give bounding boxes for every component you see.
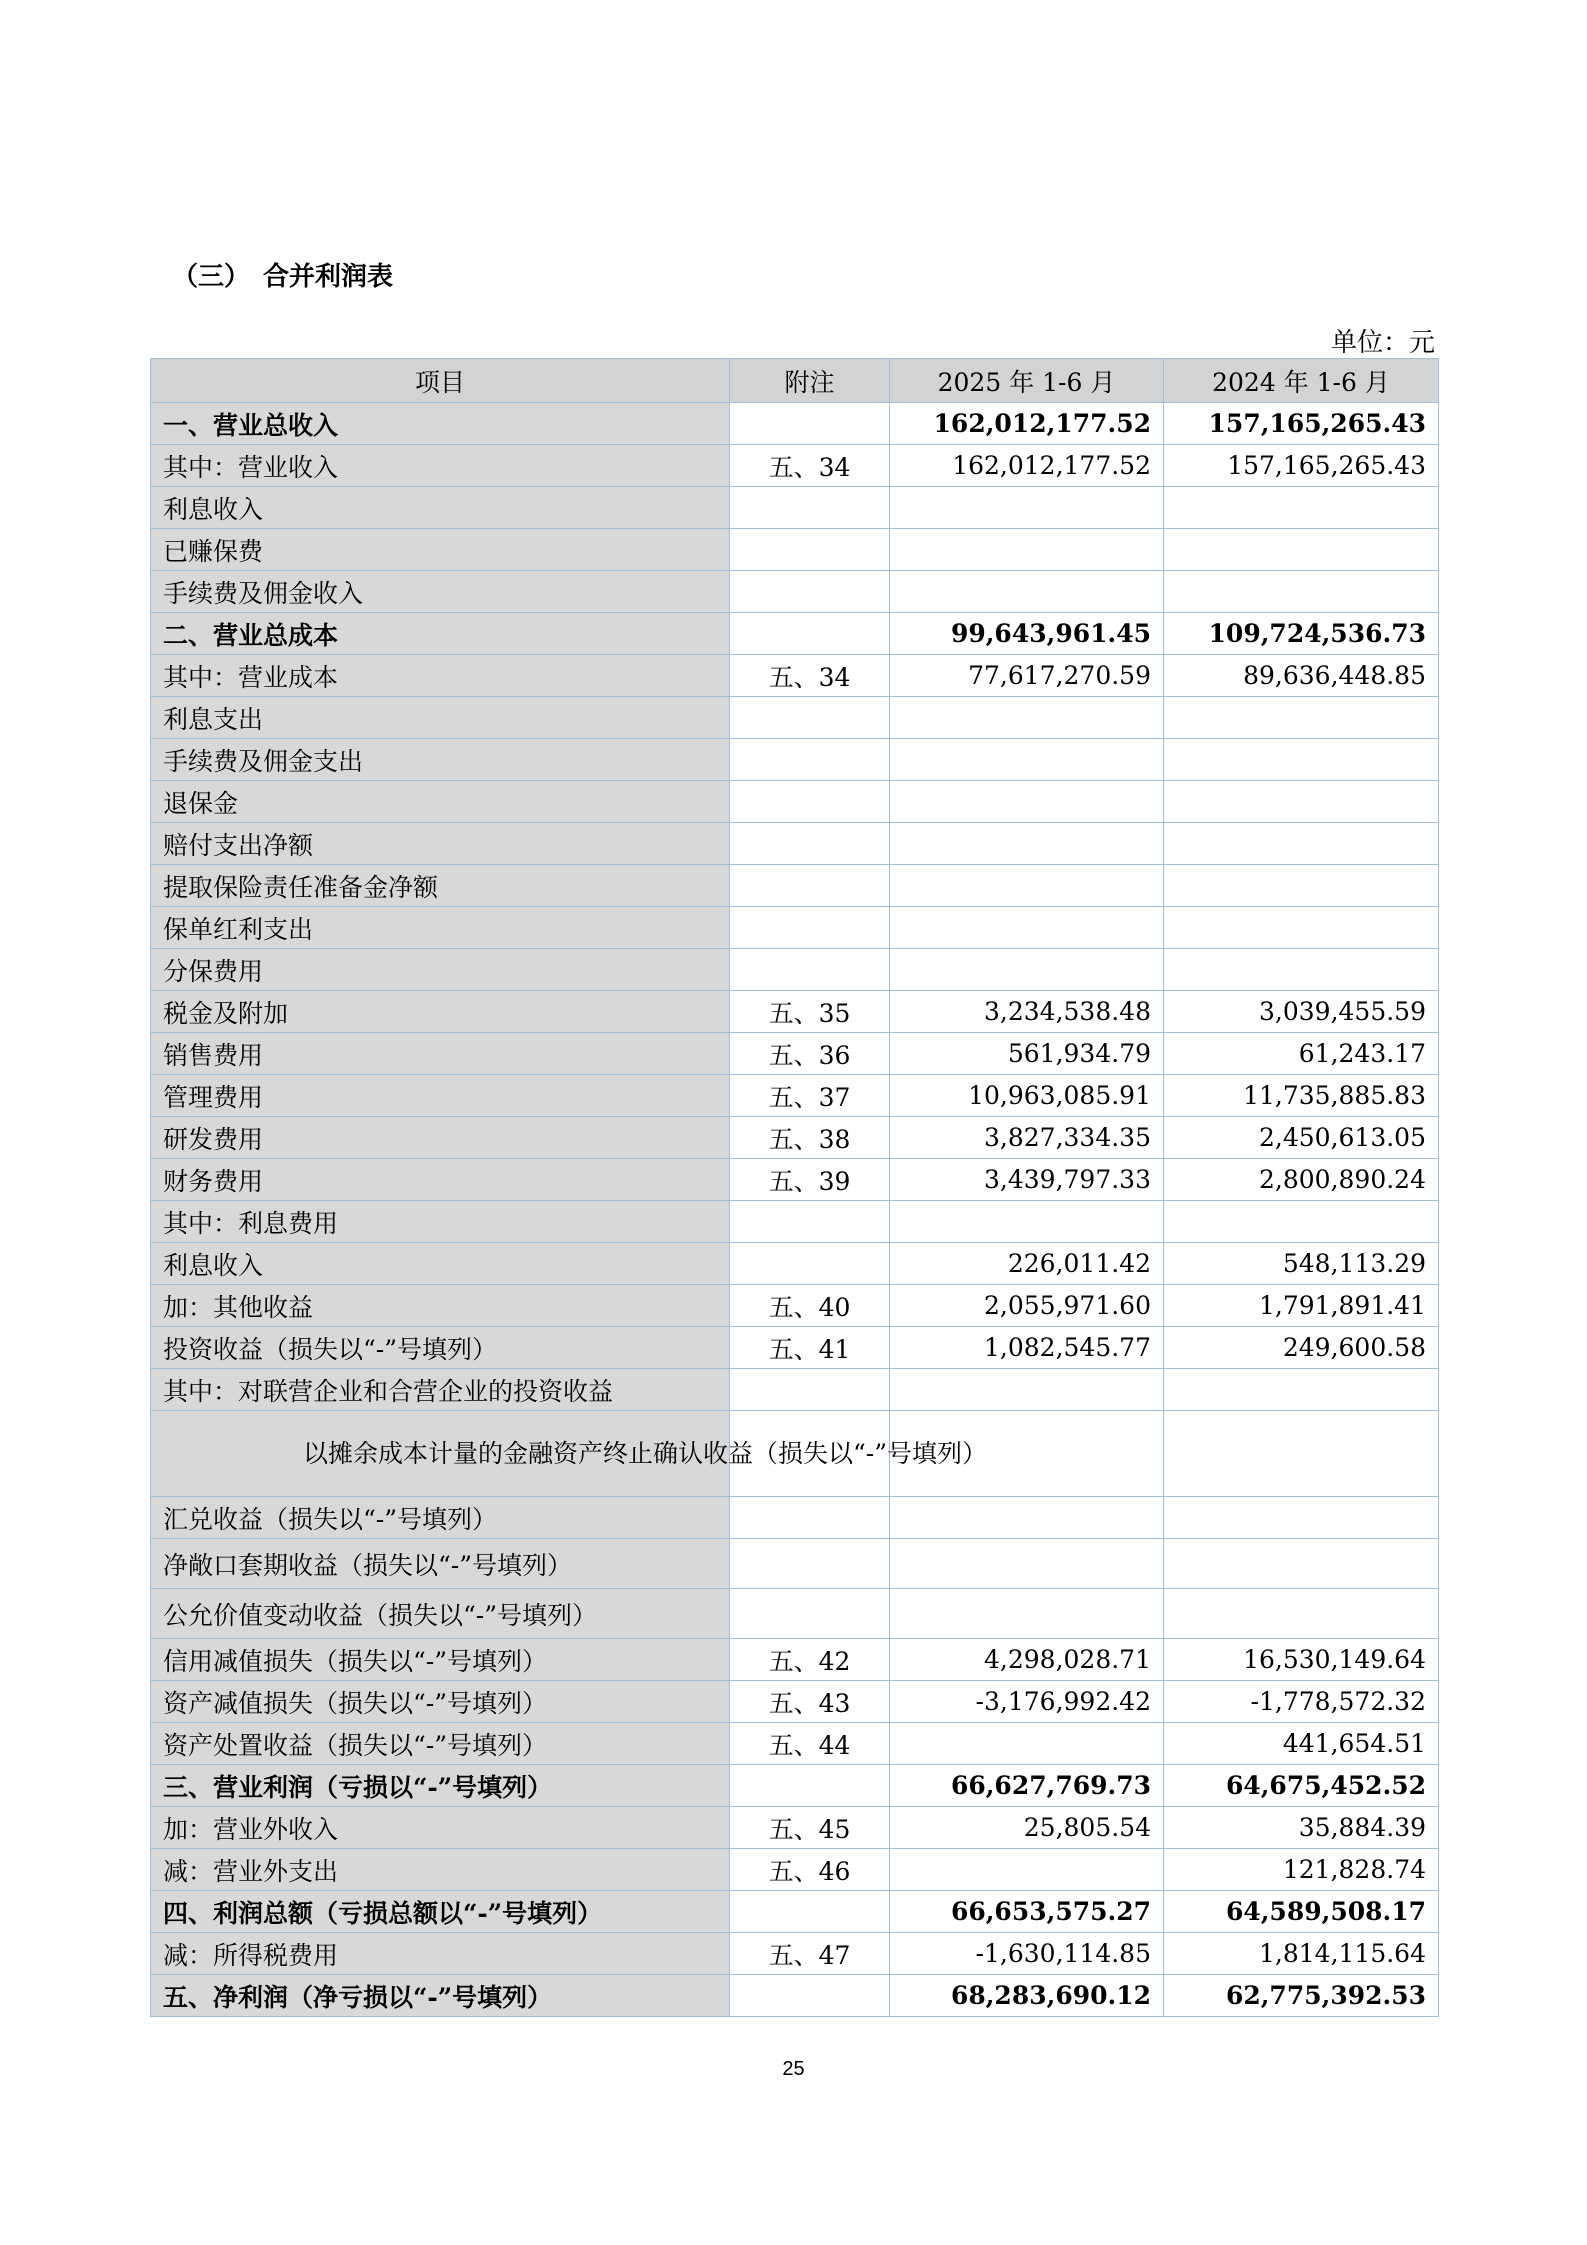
row-prior-value bbox=[1164, 1497, 1439, 1539]
row-prior-value: 1,814,115.64 bbox=[1164, 1933, 1439, 1975]
row-current-value: 66,627,769.73 bbox=[890, 1765, 1164, 1807]
header-note: 附注 bbox=[730, 359, 890, 403]
row-note bbox=[730, 1891, 890, 1933]
row-item: 其中：营业收入 bbox=[151, 445, 730, 487]
row-note bbox=[730, 403, 890, 445]
row-note bbox=[730, 949, 890, 991]
row-prior-value bbox=[1164, 1411, 1439, 1497]
row-note: 五、39 bbox=[730, 1159, 890, 1201]
row-current-value: 25,805.54 bbox=[890, 1807, 1164, 1849]
row-current-value: 10,963,085.91 bbox=[890, 1075, 1164, 1117]
page-number: 25 bbox=[782, 2058, 805, 2080]
row-current-value bbox=[890, 529, 1164, 571]
row-current-value: 561,934.79 bbox=[890, 1033, 1164, 1075]
row-note bbox=[730, 571, 890, 613]
table-row bbox=[151, 1033, 1439, 1075]
table-header-row bbox=[151, 359, 1439, 403]
row-prior-value: 2,450,613.05 bbox=[1164, 1117, 1439, 1159]
table-row bbox=[151, 571, 1439, 613]
row-note: 五、35 bbox=[730, 991, 890, 1033]
row-item: 其中：营业成本 bbox=[151, 655, 730, 697]
table-row bbox=[151, 697, 1439, 739]
table-row bbox=[151, 1681, 1439, 1723]
row-note bbox=[730, 1539, 890, 1589]
section-title: （三） 合并利润表 bbox=[172, 262, 394, 292]
row-item: 资产处置收益（损失以“-”号填列） bbox=[151, 1723, 730, 1765]
row-current-value bbox=[890, 907, 1164, 949]
row-prior-value: 3,039,455.59 bbox=[1164, 991, 1439, 1033]
row-prior-value: 249,600.58 bbox=[1164, 1327, 1439, 1369]
table-row bbox=[151, 1765, 1439, 1807]
row-current-value bbox=[890, 781, 1164, 823]
row-note bbox=[730, 1975, 890, 2017]
table-row bbox=[151, 949, 1439, 991]
row-current-value: -1,630,114.85 bbox=[890, 1933, 1164, 1975]
table-row bbox=[151, 1807, 1439, 1849]
row-prior-value bbox=[1164, 907, 1439, 949]
row-current-value bbox=[890, 1849, 1164, 1891]
row-current-value bbox=[890, 823, 1164, 865]
row-note: 五、38 bbox=[730, 1117, 890, 1159]
row-item: 三、营业利润（亏损以“-”号填列） bbox=[151, 1765, 730, 1807]
row-note bbox=[730, 1589, 890, 1639]
row-current-value bbox=[890, 487, 1164, 529]
table-row bbox=[151, 781, 1439, 823]
table-row bbox=[151, 1075, 1439, 1117]
table-row bbox=[151, 529, 1439, 571]
row-current-value: 99,643,961.45 bbox=[890, 613, 1164, 655]
row-note bbox=[730, 907, 890, 949]
row-note: 五、40 bbox=[730, 1285, 890, 1327]
row-item: 分保费用 bbox=[151, 949, 730, 991]
table-row bbox=[151, 487, 1439, 529]
row-note bbox=[730, 1243, 890, 1285]
table-row bbox=[151, 1891, 1439, 1933]
row-item: 净敞口套期收益（损失以“-”号填列） bbox=[151, 1539, 730, 1589]
row-current-value bbox=[890, 739, 1164, 781]
row-note bbox=[730, 613, 890, 655]
row-item: 二、营业总成本 bbox=[151, 613, 730, 655]
table-row bbox=[151, 907, 1439, 949]
table-row bbox=[151, 1539, 1439, 1589]
unit-label: 单位：元 bbox=[1330, 328, 1435, 358]
row-note bbox=[730, 529, 890, 571]
table-row bbox=[151, 403, 1439, 445]
header-item: 项目 bbox=[151, 359, 730, 403]
table-row bbox=[151, 1849, 1439, 1891]
row-prior-value bbox=[1164, 739, 1439, 781]
row-note bbox=[730, 487, 890, 529]
table-row bbox=[151, 1933, 1439, 1975]
row-note: 五、42 bbox=[730, 1639, 890, 1681]
table-row bbox=[151, 865, 1439, 907]
row-prior-value: 35,884.39 bbox=[1164, 1807, 1439, 1849]
row-item: 提取保险责任准备金净额 bbox=[151, 865, 730, 907]
row-item: 保单红利支出 bbox=[151, 907, 730, 949]
row-item: 已赚保费 bbox=[151, 529, 730, 571]
row-prior-value bbox=[1164, 865, 1439, 907]
row-item: 减：所得税费用 bbox=[151, 1933, 730, 1975]
row-current-value: 1,082,545.77 bbox=[890, 1327, 1164, 1369]
row-prior-value: 109,724,536.73 bbox=[1164, 613, 1439, 655]
row-current-value bbox=[890, 865, 1164, 907]
row-note: 五、45 bbox=[730, 1807, 890, 1849]
row-current-value: 66,653,575.27 bbox=[890, 1891, 1164, 1933]
table-row bbox=[151, 1589, 1439, 1639]
row-current-value: 162,012,177.52 bbox=[890, 445, 1164, 487]
table-row bbox=[151, 1369, 1439, 1411]
row-prior-value: 64,589,508.17 bbox=[1164, 1891, 1439, 1933]
row-note: 五、44 bbox=[730, 1723, 890, 1765]
row-prior-value bbox=[1164, 1589, 1439, 1639]
table-row bbox=[151, 613, 1439, 655]
row-note: 五、34 bbox=[730, 655, 890, 697]
row-current-value bbox=[890, 571, 1164, 613]
row-note: 五、36 bbox=[730, 1033, 890, 1075]
row-item: 投资收益（损失以“-”号填列） bbox=[151, 1327, 730, 1369]
row-prior-value: 1,791,891.41 bbox=[1164, 1285, 1439, 1327]
row-note bbox=[730, 697, 890, 739]
row-current-value: 162,012,177.52 bbox=[890, 403, 1164, 445]
row-note: 五、46 bbox=[730, 1849, 890, 1891]
row-prior-value: 157,165,265.43 bbox=[1164, 403, 1439, 445]
row-item: 研发费用 bbox=[151, 1117, 730, 1159]
table-row bbox=[151, 1243, 1439, 1285]
row-item: 其中：对联营企业和合营企业的投资收益 bbox=[151, 1369, 730, 1411]
row-current-value bbox=[890, 1723, 1164, 1765]
row-item: 销售费用 bbox=[151, 1033, 730, 1075]
row-prior-value bbox=[1164, 1369, 1439, 1411]
row-prior-value bbox=[1164, 571, 1439, 613]
table-row bbox=[151, 1411, 1439, 1497]
row-prior-value: 89,636,448.85 bbox=[1164, 655, 1439, 697]
table-row bbox=[151, 823, 1439, 865]
row-prior-value: 121,828.74 bbox=[1164, 1849, 1439, 1891]
row-item: 加：营业外收入 bbox=[151, 1807, 730, 1849]
row-note bbox=[730, 865, 890, 907]
row-current-value: 2,055,971.60 bbox=[890, 1285, 1164, 1327]
row-note: 五、41 bbox=[730, 1327, 890, 1369]
row-prior-value: 11,735,885.83 bbox=[1164, 1075, 1439, 1117]
row-prior-value: 548,113.29 bbox=[1164, 1243, 1439, 1285]
row-current-value: 4,298,028.71 bbox=[890, 1639, 1164, 1681]
row-prior-value: 62,775,392.53 bbox=[1164, 1975, 1439, 2017]
row-item: 汇兑收益（损失以“-”号填列） bbox=[151, 1497, 730, 1539]
row-prior-value bbox=[1164, 529, 1439, 571]
row-prior-value bbox=[1164, 487, 1439, 529]
table-row bbox=[151, 1285, 1439, 1327]
row-current-value: 226,011.42 bbox=[890, 1243, 1164, 1285]
row-prior-value bbox=[1164, 1201, 1439, 1243]
row-item: 利息收入 bbox=[151, 1243, 730, 1285]
table-row bbox=[151, 991, 1439, 1033]
row-item: 手续费及佣金收入 bbox=[151, 571, 730, 613]
row-note: 五、43 bbox=[730, 1681, 890, 1723]
row-item: 税金及附加 bbox=[151, 991, 730, 1033]
row-current-value: 77,617,270.59 bbox=[890, 655, 1164, 697]
row-item: 公允价值变动收益（损失以“-”号填列） bbox=[151, 1589, 730, 1639]
row-current-value bbox=[890, 1201, 1164, 1243]
row-prior-value bbox=[1164, 697, 1439, 739]
table-row bbox=[151, 445, 1439, 487]
row-current-value bbox=[890, 1539, 1164, 1589]
row-note bbox=[730, 1201, 890, 1243]
row-item: 减：营业外支出 bbox=[151, 1849, 730, 1891]
row-note bbox=[730, 1765, 890, 1807]
row-item: 财务费用 bbox=[151, 1159, 730, 1201]
row-item: 退保金 bbox=[151, 781, 730, 823]
row-note bbox=[730, 1369, 890, 1411]
row-current-value: 68,283,690.12 bbox=[890, 1975, 1164, 2017]
row-prior-value: 16,530,149.64 bbox=[1164, 1639, 1439, 1681]
table-row bbox=[151, 1117, 1439, 1159]
table-row bbox=[151, 1639, 1439, 1681]
row-item: 以摊余成本计量的金融资产终止确认收益（损失以“-”号填列） bbox=[151, 1411, 730, 1497]
table-row bbox=[151, 1201, 1439, 1243]
header-prior-period: 2024 年 1-6 月 bbox=[1164, 359, 1439, 403]
table-row bbox=[151, 739, 1439, 781]
row-prior-value bbox=[1164, 781, 1439, 823]
row-item: 手续费及佣金支出 bbox=[151, 739, 730, 781]
row-item: 管理费用 bbox=[151, 1075, 730, 1117]
row-prior-value bbox=[1164, 949, 1439, 991]
row-note: 五、37 bbox=[730, 1075, 890, 1117]
row-item: 信用减值损失（损失以“-”号填列） bbox=[151, 1639, 730, 1681]
row-item: 加：其他收益 bbox=[151, 1285, 730, 1327]
row-item: 赔付支出净额 bbox=[151, 823, 730, 865]
row-item: 四、利润总额（亏损总额以“-”号填列） bbox=[151, 1891, 730, 1933]
row-current-value bbox=[890, 949, 1164, 991]
table-row bbox=[151, 655, 1439, 697]
row-item: 一、营业总收入 bbox=[151, 403, 730, 445]
row-note bbox=[730, 1497, 890, 1539]
row-current-value bbox=[890, 697, 1164, 739]
table-row bbox=[151, 1159, 1439, 1201]
row-prior-value bbox=[1164, 1539, 1439, 1589]
row-current-value: -3,176,992.42 bbox=[890, 1681, 1164, 1723]
row-prior-value: -1,778,572.32 bbox=[1164, 1681, 1439, 1723]
row-prior-value bbox=[1164, 823, 1439, 865]
row-current-value bbox=[890, 1369, 1164, 1411]
row-prior-value: 2,800,890.24 bbox=[1164, 1159, 1439, 1201]
row-item: 利息支出 bbox=[151, 697, 730, 739]
row-prior-value: 157,165,265.43 bbox=[1164, 445, 1439, 487]
row-current-value bbox=[890, 1497, 1164, 1539]
row-prior-value: 61,243.17 bbox=[1164, 1033, 1439, 1075]
row-current-value: 3,234,538.48 bbox=[890, 991, 1164, 1033]
table-row bbox=[151, 1497, 1439, 1539]
row-current-value: 3,827,334.35 bbox=[890, 1117, 1164, 1159]
income-statement-table bbox=[150, 358, 1439, 2017]
row-item: 利息收入 bbox=[151, 487, 730, 529]
row-item: 其中：利息费用 bbox=[151, 1201, 730, 1243]
row-current-value bbox=[890, 1589, 1164, 1639]
table-row bbox=[151, 1975, 1439, 2017]
row-current-value: 3,439,797.33 bbox=[890, 1159, 1164, 1201]
row-note bbox=[730, 739, 890, 781]
row-item: 资产减值损失（损失以“-”号填列） bbox=[151, 1681, 730, 1723]
row-note bbox=[730, 823, 890, 865]
row-note: 五、34 bbox=[730, 445, 890, 487]
row-note: 五、47 bbox=[730, 1933, 890, 1975]
table-row bbox=[151, 1327, 1439, 1369]
row-item: 五、净利润（净亏损以“-”号填列） bbox=[151, 1975, 730, 2017]
row-note bbox=[730, 781, 890, 823]
table-row bbox=[151, 1723, 1439, 1765]
header-current-period: 2025 年 1-6 月 bbox=[890, 359, 1164, 403]
row-prior-value: 64,675,452.52 bbox=[1164, 1765, 1439, 1807]
row-prior-value: 441,654.51 bbox=[1164, 1723, 1439, 1765]
